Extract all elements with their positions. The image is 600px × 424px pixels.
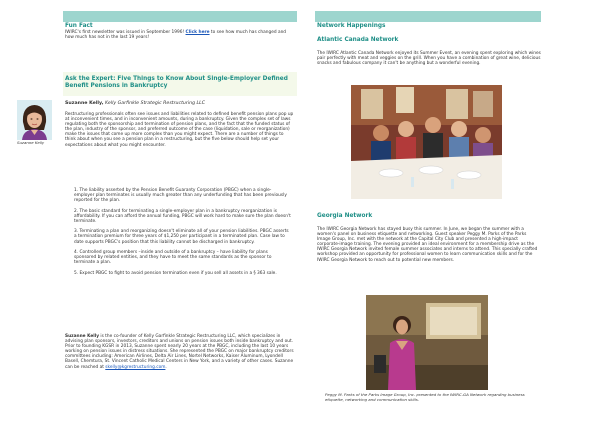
bio-end: . [165,364,167,370]
author-bio [65,334,295,370]
article-heading-box [63,72,297,96]
left-header-bar [63,11,297,22]
fun-fact-link[interactable]: Click here [185,30,210,35]
list-item: 2. The basic standard for terminating a single-employer plan in a bankruptcy reorganization is affordability. If you can afford the annual funding, PBGC will work hard to make sure the plan doesn't terminate. [74,208,291,224]
fun-fact-section [63,22,297,40]
atlantic-group-photo [351,85,502,199]
article-intro: Restructuring professionals often see issues and liabilities related to defined benefit pension plans pop up at inconvenient times, and in inconvenient amounts, during a bankruptcy. Given the complex set of laws regulating both the sponsorship and termination of pension plans, and the fact that the funded status of the plan, industry of the sponsor, and preferred outcome of the case (liquidation, sale or reorganization) make the issues that come up more complex than you might expect. There are a number of things to think about when you see a pension plan in a restructuring, but the five below should help set your expectations about what you might encounter. [65,112,294,148]
article-heading: Ask the Expert: Five Things to Know About Single-Employer Defined Benefit Pensions in Bankruptcy [65,76,288,90]
fun-fact-heading: Fun Fact [65,23,93,29]
author-firm: Kelly Garfinkle Strategic Restructuring LLC [105,101,206,106]
bio-text: is the co-founder of Kelly Garfinkle Strategic Restructuring LLC, which specializes in advising plan sponsors, investors, creditors and unions on pension issues both inside bankruptcy and out. Prior to founding KGSR in 2013, Suzanne spent nearly 20 years at the PBGC, including the last 10 years working on pension issues in distress situations. She represented the PBGC on major bankruptcy creditors committees including: American Airlines, Delta Air Lines, Nortel Networks, Kaiser Aluminum, Lyondell Basell, Chemtura, St. Vincent Catholic Medical Centers in New York, and a variety of other cases. Suzanne can be reached at [65,334,294,370]
article-list [65,188,291,281]
author-photo [17,100,52,140]
georgia-photo-caption: Peggy M. Parks of the Parks Image Group, Inc. presented to the IWIRC-GA Network regarding business etiquette, networking and communication skills. [325,392,525,402]
atlantic-text: The IWIRC Atlantic Canada Network enjoyed its Summer Event, an evening spent exploring which wines pair perfectly with meat and veggies on the grill. When you have a combination of great wine, delicious snacks and fabulous company it can't be anything but a wonderful evening. [317,51,541,67]
atlantic-heading: Atlantic Canada Network [317,37,399,43]
article-byline [65,101,297,107]
author-portrait-image [17,100,52,140]
georgia-text: The IWIRC Georgia Network has stayed busy this summer. In June, we began the summer with a women's panel on business etiquette and networking. Guest speaker Peggy M. Parks of the Parks Image Group, Inc. met with the network at the Capital City Club and presented a high-impact corporate-image training. The evening provided an ideal environment for a membership drive as the IWIRC Georgia Network invited female summer associates and interns to attend. This specially crafted workshop provided an opportunity for professional women to learn communication skills and for the IWIRC Georgia Network to reach out to potential new members. [317,227,538,263]
author-name: Suzanne Kelly, [65,101,104,106]
list-item: 5. Expect PBGC to fight to avoid pension termination even if you sell all assets in a § 363 sale. [74,270,277,276]
right-header-bar [315,11,541,22]
list-item: 3. Terminating a plan and reorganizing doesn't eliminate all of your pension liabilities. PBGC asserts a termination premium for three years of $1,250 per participant in a terminated plan. Case law to date supports PBGC's position that this liability cannot be discharged in bankruptcy. [74,229,289,245]
georgia-heading: Georgia Network [317,213,373,219]
fun-fact-text-after: to see how much has changed and how much has not in the last 19 years! [65,30,287,41]
network-heading: Network Happenings [317,23,386,29]
fun-fact-text [63,30,297,40]
georgia-presenter-image [366,295,488,390]
atlantic-group-image [351,85,502,199]
bio-name: Suzanne Kelly [65,334,99,339]
author-photo-caption: Suzanne Kelly [17,140,45,145]
author-email-link[interactable]: skelly@kgrestructuring.com [105,364,166,370]
fun-fact-text-before: IWIRC's first newsletter was issued in September 1996! [65,30,185,35]
georgia-presenter-photo [366,295,488,390]
list-item: 4. Controlled group members –inside and outside of a bankruptcy – have liability for plans sponsored by related entities, and they have to meet the same standards as the sponsor to terminate a plan. [74,250,272,266]
list-item: 1. The liability asserted by the Pension Benefit Guaranty Corporation (PBGC) when a single-employer plan terminates is usually much greater than any underfunding that has been previously reported for the plan. [74,188,287,204]
